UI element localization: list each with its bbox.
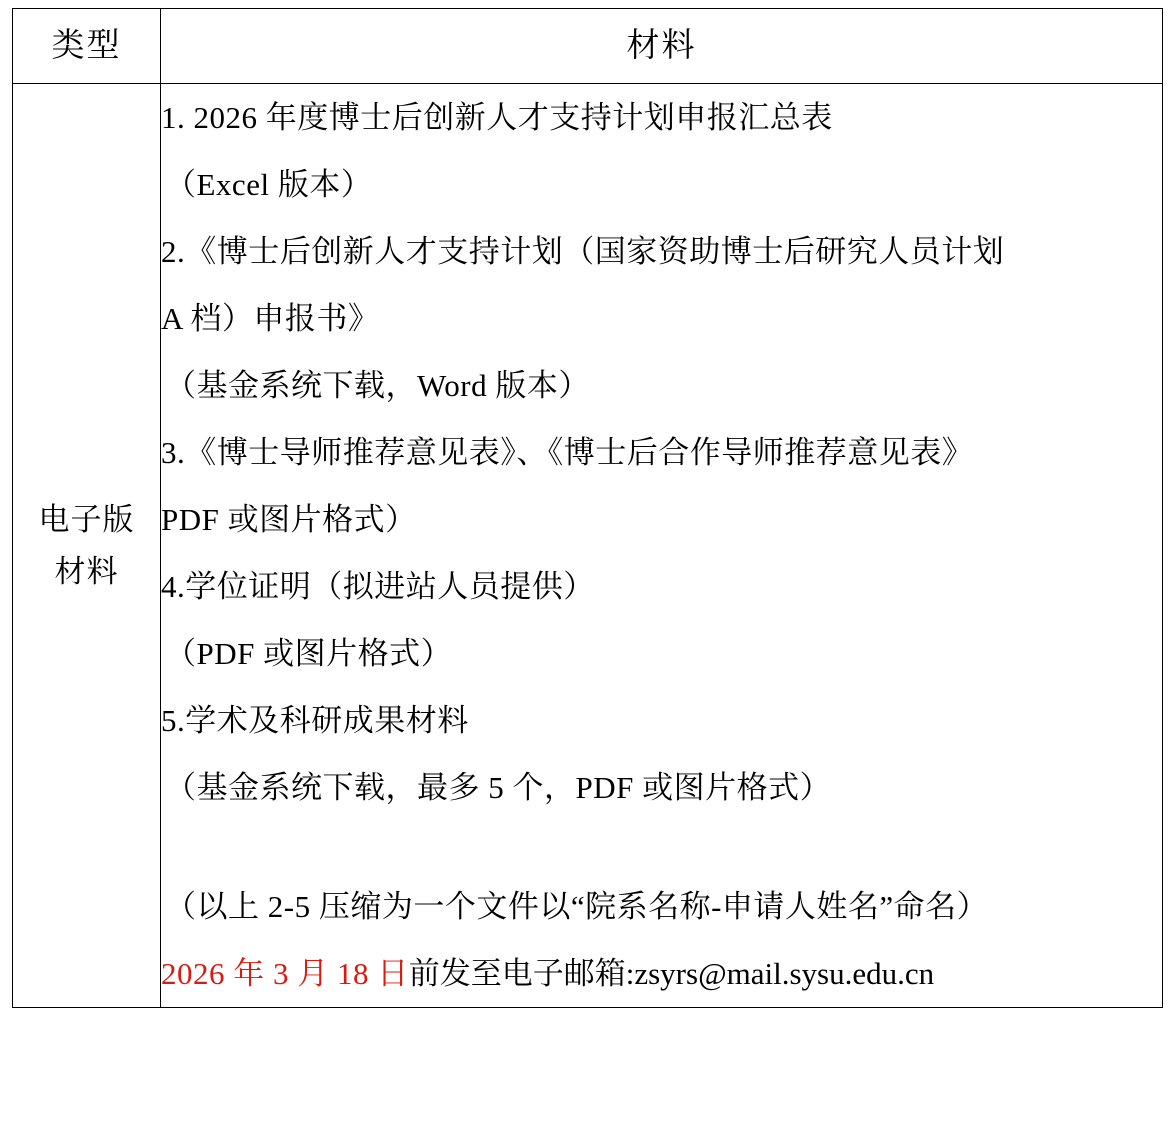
material-item-2-cont: A 档）申报书》 <box>161 301 380 336</box>
material-item-4-note: （PDF 或图片格式） <box>165 636 453 671</box>
cell-material-list <box>161 84 1163 1008</box>
material-item-5: 5.学术及科研成果材料 <box>161 703 469 738</box>
material-item-1: 1. 2026 年度博士后创新人才支持计划申报汇总表 <box>161 100 833 135</box>
material-item-5-note: （基金系统下载，最多 5 个，PDF 或图片格式） <box>165 770 832 805</box>
material-item-2-note: （基金系统下载，Word 版本） <box>165 368 590 403</box>
header-type: 类型 <box>13 9 161 84</box>
header-material: 材料 <box>161 9 1163 84</box>
material-packaging-note: （以上 2-5 压缩为一个文件以“院系名称-申请人姓名”命名） <box>165 889 989 924</box>
material-item-1-note: （Excel 版本） <box>165 167 373 202</box>
type-line-1: 电子版 <box>38 502 135 538</box>
material-item-4: 4.学位证明（拟进站人员提供） <box>161 569 595 604</box>
table-row <box>13 84 1163 1008</box>
material-item-3: 3.《博士导师推荐意见表》、《博士后合作导师推荐意见表》 <box>161 435 974 470</box>
type-line-2: 材料 <box>54 553 119 589</box>
deadline-email-text: 前发至电子邮箱:zsyrs@mail.sysu.edu.cn <box>408 956 935 991</box>
material-blank-line <box>161 821 1162 873</box>
material-item-3-note: PDF 或图片格式） <box>161 502 417 537</box>
deadline-date: 2026 年 3 月 18 日 <box>161 956 409 991</box>
cell-type-electronic <box>13 84 161 1008</box>
table-header-row <box>13 9 1163 84</box>
material-deadline-line <box>161 940 1162 1007</box>
material-item-2: 2.《博士后创新人才支持计划（国家资助博士后研究人员计划 <box>161 234 1005 269</box>
materials-table <box>12 8 1163 1008</box>
